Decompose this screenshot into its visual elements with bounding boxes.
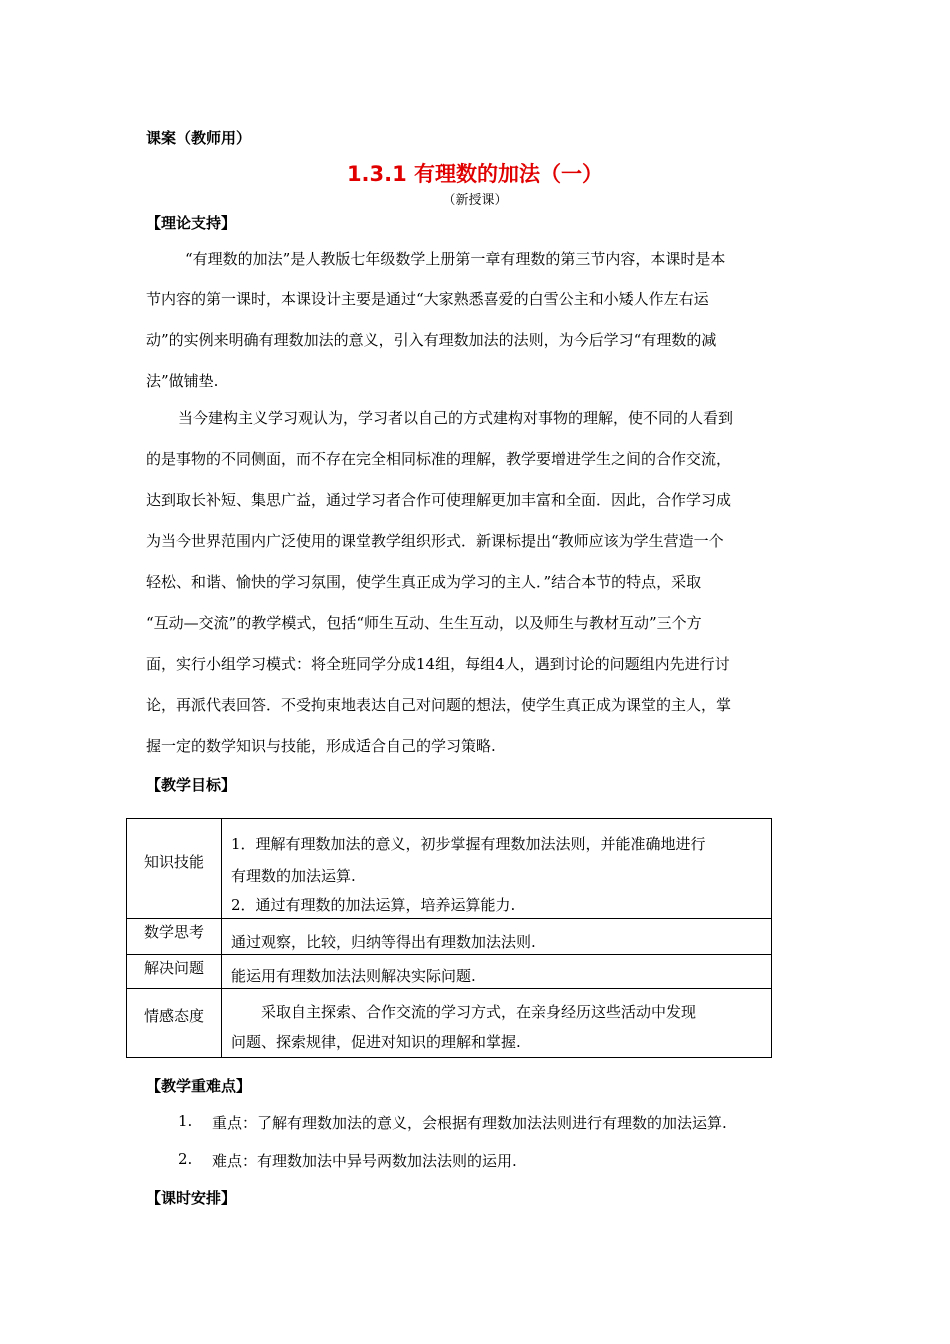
paragraph-line: 节内容的第一课时，本课设计主要是通过“大家熟悉喜爱的白雪公主和小矮人作左右运 (146, 290, 709, 308)
goal-line: 1．理解有理数加法的意义，初步掌握有理数加法法则，并能准确地进行 (231, 835, 706, 853)
paragraph-line: 握一定的数学知识与技能，形成适合自己的学习策略. (146, 737, 496, 755)
goal-text (222, 819, 772, 919)
schedule-heading: 【课时安排】 (146, 1189, 237, 1207)
list-item: 重点：了解有理数加法的意义，会根据有理数加法法则进行有理数的加法运算. (212, 1114, 727, 1132)
table-row (127, 819, 772, 919)
goal-line: 能运用有理数加法法则解决实际问题. (231, 967, 476, 985)
paragraph-line: “有理数的加法”是人教版七年级数学上册第一章有理数的第三节内容，本课时是本 (185, 250, 726, 268)
paragraph-line: 当今建构主义学习观认为，学习者以自己的方式建构对事物的理解，使不同的人看到 (178, 409, 734, 427)
goal-line: 有理数的加法运算. (231, 867, 356, 885)
goal-line: 问题、探索规律，促进对知识的理解和掌握. (231, 1033, 521, 1051)
goal-line: 2．通过有理数的加法运算，培养运算能力. (231, 896, 516, 914)
paragraph-line: 面，实行小组学习模式：将全班同学分成14组，每组4人，遇到讨论的问题组内先进行讨 (146, 655, 730, 673)
theory-heading: 【理论支持】 (146, 214, 237, 232)
goal-text (222, 955, 772, 989)
table-row (127, 989, 772, 1058)
goal-line: 通过观察，比较，归纳等得出有理数加法法则. (231, 933, 536, 951)
goal-text (222, 919, 772, 955)
paragraph-line: “互动—交流”的教学模式，包括“师生互动、生生互动，以及师生与教材互动”三个方 (146, 614, 702, 632)
paragraph-line: 达到取长补短、集思广益，通过学习者合作可使理解更加丰富和全面．因此，合作学习成 (146, 491, 732, 509)
list-item: 难点：有理数加法中异号两数加法法则的运用. (212, 1152, 517, 1170)
paragraph-line: 轻松、和谐、愉快的学习氛围，使学生真正成为学习的主人．”结合本节的特点，采取 (146, 573, 702, 591)
paragraph-line: 的是事物的不同侧面，而不存在完全相同标准的理解，教学要增进学生之间的合作交流， (146, 450, 732, 468)
goals-table (126, 818, 772, 1058)
difficulty-heading: 【教学重难点】 (146, 1077, 252, 1095)
table-row (127, 919, 772, 955)
goal-text (222, 989, 772, 1058)
page-subtitle: （新授课） (442, 193, 508, 208)
goal-category: 解决问题 (127, 955, 222, 989)
goals-heading: 【教学目标】 (146, 776, 237, 794)
goal-line: 采取自主探索、合作交流的学习方式，在亲身经历这些活动中发现 (231, 1003, 697, 1021)
header-label: 课案（教师用） (146, 129, 252, 147)
paragraph-line: 为当今世界范围内广泛使用的课堂教学组织形式．新课标提出“教师应该为学生营造一个 (146, 532, 724, 550)
goal-category: 知识技能 (127, 819, 222, 919)
list-item-number: 1. (178, 1112, 193, 1130)
paragraph-line: 动”的实例来明确有理数加法的意义，引入有理数加法的法则，为今后学习“有理数的减 (146, 331, 717, 349)
goal-category: 情感态度 (127, 989, 222, 1058)
page-title: 1.3.1 有理数的加法（一） (346, 162, 604, 186)
list-item-number: 2. (178, 1150, 193, 1168)
paragraph-line: 法”做铺垫. (146, 372, 219, 390)
table-row (127, 955, 772, 989)
goal-category: 数学思考 (127, 919, 222, 955)
paragraph-line: 论，再派代表回答．不受拘束地表达自己对问题的想法，使学生真正成为课堂的主人，掌 (146, 696, 732, 714)
